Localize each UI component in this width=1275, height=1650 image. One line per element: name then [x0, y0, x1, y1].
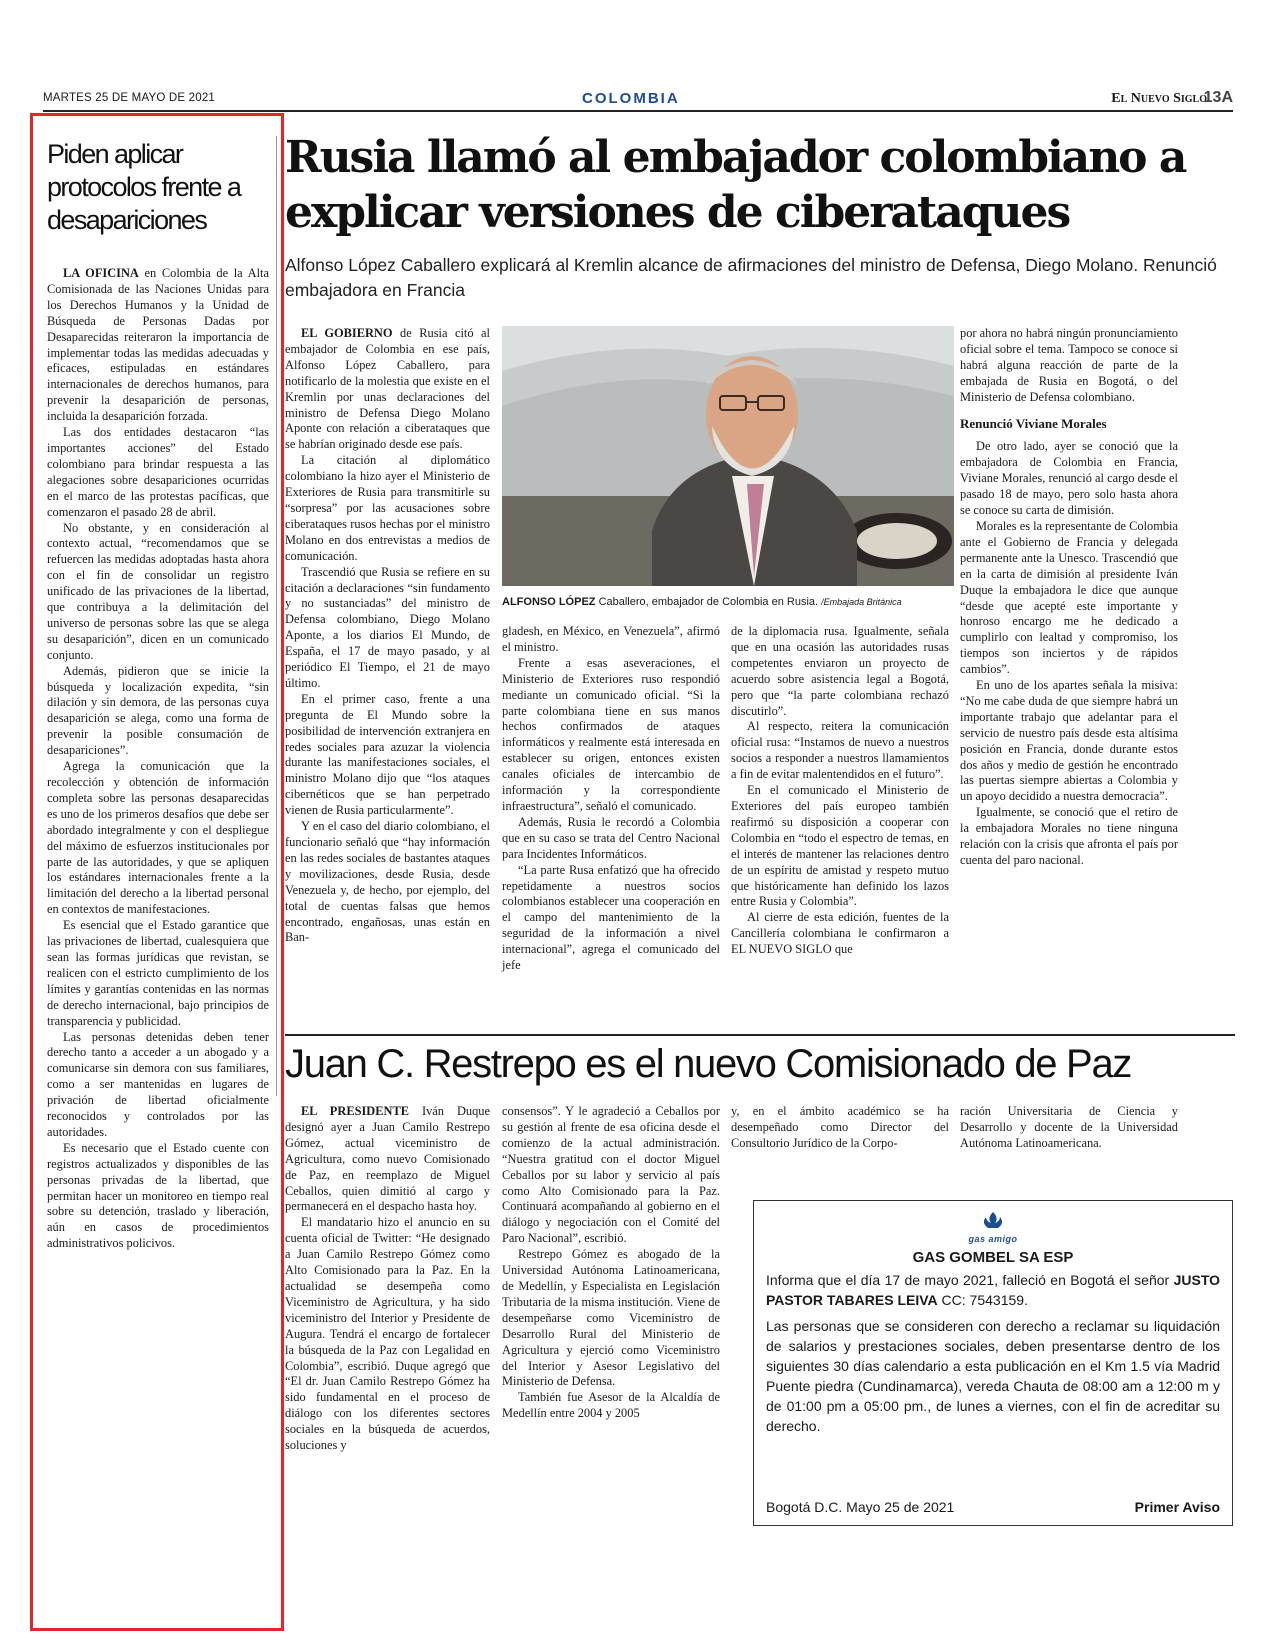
article-paragraph: De otro lado, ayer se conoció que la embajadora de Colombia en Francia, Viviane Morales, renunció al cargo desde el pasado 18 de mayo, pero solo hasta ahora se conoce su carta de dimisión. — [960, 439, 1178, 518]
page-number: 13A — [1203, 89, 1233, 106]
article-paragraph: Al respecto, reitera la comunicación oficial rusa: “Instamos de nuevo a nuestros socios a responder a nuestros llamamientos a fin de evitar malentendidos en el futuro”. — [731, 719, 949, 782]
gas-amigo-logo — [766, 1211, 1220, 1243]
article-paragraph: y, en el ámbito académico se ha desempeñado como Director del Consultorio Jurídico de la Corpo- — [731, 1104, 949, 1150]
article-paragraph: Frente a esas aseveraciones, el Ministerio de Exteriores ruso respondió mediante un comunicado oficial. “Si la parte colombiana tiene en sus manos hechos confirmados de ataques informáticos y realmente está interesada en establecer su origen, entonces existen canales oficiales de intercambio de información y la correspondiente infraestructura”, señaló el comunicado. — [502, 655, 720, 813]
deceased-id: CC: 7543159. — [941, 1292, 1028, 1308]
notice-text: Informa que el día 17 de mayo 2021, falleció en Bogotá el señor — [766, 1272, 1170, 1288]
sidebar-paragraph: Agrega la comunicación que la recolección y obtención de información completa sobre las personas desaparecidas es uno de los primeros desafíos que debe ser abordado integralmente y con el despliegue del máximo de esfuerzos institucionales por parte de las autoridades, y que se apliquen los estándares internacionales frente a la limitación del derecho a la libertad personal en contextos de manifestaciones. — [47, 759, 269, 917]
article-paragraph: de la diplomacia rusa. Igualmente, señala que en una ocasión las autoridades rusas competentes enviaron un proyecto de acuerdo sobre asistencia legal a Bogotá, pero que “la parte colombiana rechazó discutirlo”. — [731, 624, 949, 718]
flame-icon — [978, 1211, 1008, 1229]
notice-label: Primer Aviso — [1134, 1499, 1220, 1515]
sidebar-headline: Piden aplicar protocolos frente a desapariciones — [47, 139, 241, 235]
sidebar-paragraph: Es necesario que el Estado cuente con registros actualizados y disponibles de las personas privadas de la libertad, que permitan hacer un monitoreo en tiempo real sobre su detención, traslado y liberación, aún en casos de procedimientos administrativos policivos. — [47, 1140, 269, 1251]
caption-name: ALFONSO LÓPEZ — [502, 596, 596, 608]
column-divider — [276, 136, 277, 1096]
article-paragraph: En el primer caso, frente a una pregunta de El Mundo sobre la posibilidad de intervención extranjera en redes sociales para azuzar la violencia durante las manifestaciones sociales, el ministro Molano dijo que “los ataques cibernéticos que se han perpetrado vienen de Rusia particularmente”. — [285, 691, 490, 818]
sidebar-paragraph: en Colombia de la Alta Comisionada de las Naciones Unidas para los Derechos Humanos y la Unidad de Búsqueda de Personas Dadas por Desaparecidas reiteraron la importancia de implementar todas las medidas adecuadas y eficaces, estipuladas en estándares internacionales de derechos humanos, para prevenir la desaparición de personas, incluida la desaparición forzada. — [47, 266, 269, 424]
main-article-column-4 — [960, 326, 1178, 869]
section-name: COLOMBIA — [582, 90, 680, 107]
newspaper-name: El Nuevo Siglo — [1111, 91, 1207, 106]
article-paragraph: Restrepo Gómez es abogado de la Universidad Autónoma Latinoamericana, de Medellín, y Especialista en Legislación Tributaria de la misma institución. Viene de desempeñarse como Viceministro de Desarrollo Rural del Ministerio de Agricultura y ejerció como Viceministro del Interior y Asesor Legislativo del Ministerio de Defensa. — [502, 1247, 720, 1389]
article-paragraph: Al cierre de esta edición, fuentes de la Cancillería colombiana le confirmaron a EL NUEVO SIGLO que — [731, 910, 949, 957]
notice-paragraph-2: Las personas que se consideren con derecho a reclamar su liquidación de salarios y prestaciones sociales, deben presentarse dentro de los siguientes 30 días calendario a esta publicación en el Km 1.5 vía Madrid Puente piedra (Cundinamarca), vereda Chauta de 08:00 am a 12:00 m y de 01:00 pm a 05:00 pm., de lunes a viernes, con el fin de acreditar su derecho. — [766, 1318, 1220, 1434]
second-article-column-2 — [502, 1104, 720, 1422]
article-paragraph: gladesh, en México, en Venezuela”, afirmó el ministro. — [502, 624, 720, 654]
article-paragraph: En uno de los apartes señala la misiva: “No me cabe duda de que siempre habrá un importante trabajo que adelantar para el servicio de nuestro país desde esta altísima posición en Francia, donde durante estos dos años y medio de gestión he encontrado las puertas siempre abiertas a Colombia y un apoyo decidido a nuestra democracia”. — [960, 678, 1178, 804]
article-paragraph: Iván Duque designó ayer a Juan Camilo Restrepo Gómez, actual viceministro de Agricultura, como nuevo Comisionado de Paz, en reemplazo de Miguel Ceballos, quien dimitió al cargo y permanecerá en el despacho hasta hoy. — [285, 1104, 490, 1214]
article-separator — [285, 1034, 1235, 1036]
sidebar-article-body — [47, 266, 269, 1252]
article-paragraph: de Rusia citó al embajador de Colombia en ese país, Alfonso López Caballero, para notificarlo de la molestia que existe en el Kremlin por unas declaraciones del ministro de Defensa Diego Molano Aponte con relación a ciberataques que se habrían originado desde ese país. — [285, 326, 490, 452]
sidebar-paragraph: Las personas detenidas deben tener derecho tanto a acceder a un abogado y a comunicarse sin demora con sus familiares, como a ser mantenidas en lugares de privación de libertad oficialmente reconocidos y controlados por las autoridades. — [47, 1029, 269, 1139]
logo-text: gas amigo — [968, 1234, 1018, 1244]
article-paragraph: También fue Asesor de la Alcaldía de Medellín entre 2004 y 2005 — [502, 1390, 720, 1421]
notice-date: Bogotá D.C. Mayo 25 de 2021 — [766, 1499, 955, 1515]
caption-text: Caballero, embajador de Colombia en Rusia. — [598, 596, 819, 608]
second-article-column-3 — [731, 1104, 949, 1152]
main-headline: Rusia llamó al embajador colombiano a explicar versiones de ciberataques — [285, 132, 1186, 238]
main-article-column-3 — [731, 624, 949, 958]
sidebar-paragraph: No obstante, y en consideración al contexto actual, “recomendamos que se refuercen las medidas adoptadas hasta ahora con el fin de consolidar un registro unificado de las privaciones de la libertad, que contribuya a la delimitación del universo de personas sobre las que se alega su desaparición”, dicen en un comunicado conjunto. — [47, 520, 269, 662]
article-paragraph: “La parte Rusa enfatizó que ha ofrecido repetidamente a nuestros socios colombianos establecer una cooperación en el campo del mantenimiento de la seguridad de la información a nivel internacional”, agrega el comunicado del jefe — [502, 862, 720, 973]
ambassador-photo — [502, 326, 954, 586]
ambassador-photo-illustration — [502, 326, 954, 586]
main-lead: EL GOBIERNO — [301, 326, 393, 340]
article-paragraph: Igualmente, se conoció que el retiro de la embajadora Morales no tiene ninguna relación con la crisis que afronta el país por cuenta del paro nacional. — [960, 805, 1178, 867]
article-paragraph: En el comunicado el Ministerio de Exteriores del país europeo también reafirmó su disposición a cooperar con Colombia en “todo el espectro de temas, en el interés de mantener las relaciones dentro de un espíritu de amistad y respeto mutuo que históricamente han definido los lazos entre Rusia y Colombia”. — [731, 783, 949, 909]
article-paragraph: ración Universitaria de Ciencia y Desarrollo y docente de la Universidad Autónoma Latinoamericana. — [960, 1104, 1178, 1150]
photo-credit: /Embajada Británica — [821, 597, 902, 607]
main-article-column-1 — [285, 326, 490, 946]
second-article-column-1 — [285, 1104, 490, 1454]
article-paragraph: El mandatario hizo el anuncio en su cuenta oficial de Twitter: “He designado a Juan Camilo Restrepo Gómez como Alto Comisionado para la Paz. En la actualidad se desempeña como Viceministro de Agricultura, y ha sido viceministro del Interior y Presidente de Augura. Tendrá el encargo de fortalecer la búsqueda de la Paz con Legalidad en Colombia”, escribió. Duque agregó que “El dr. Juan Camilo Restrepo Gómez ha sido fundamental en el proceso de diálogo con los diferentes sectores sociales en la búsqueda de acuerdos, soluciones y — [285, 1215, 490, 1453]
main-article-column-2 — [502, 624, 720, 974]
article-paragraph: Morales es la representante de Colombia ante el Gobierno de Francia y delegada permanente ante la Unesco. Trascendió que en la carta de dimisión al presidente Iván Duque la embajadora le dice que aunque “desde que acepté este importante y honroso encargo me he dedicado a cumplirlo con lealtad y compromiso, los tiempos son inciertos y de rápidos cambios”. — [960, 518, 1178, 677]
article-paragraph: Además, Rusia le recordó a Colombia que en su caso se trata del Centro Nacional para Incidentes Informáticos. — [502, 814, 720, 861]
notice-footer — [766, 1499, 1220, 1515]
article-paragraph: Y en el caso del diario colombiano, el funcionario señaló que “hay información en las redes sociales de bastantes ataques y movilizaciones, desde Rusia, desde Venezuela y, de hecho, por ejemplo, del total de cuentas falsas que hemos encontrado, engañosas, unas están en Ban- — [285, 819, 490, 945]
article-paragraph: consensos”. Y le agradeció a Ceballos por su gestión al frente de esa oficina desde el comienzo de la actual administración. “Nuestra gratitud con el doctor Miguel Ceballos por su labor y servicio al país como Alto Comisionado para la Paz. Continuará acompañando al gobierno en el diálogo y negociación con el Comité del Paro Nacional”, escribió. — [502, 1104, 720, 1246]
deceased-name: JUSTO PASTOR TABARES LEIVA — [766, 1272, 1221, 1308]
sidebar-paragraph: Es esencial que el Estado garantice que las privaciones de libertad, cualesquiera que sean las formas jurídicas que revistan, se realicen con el estricto cumplimiento de los límites y garantías contenidas en las normas de derecho internacional, bajo principios de transparencia y publicidad. — [47, 918, 269, 1028]
photo-caption — [502, 595, 954, 609]
sidebar-paragraph: Además, pidieron que se inicie la búsqueda y localización expedita, “sin dilación y sin demora, de las personas cuya desaparición se alega, como una forma de prevenir la posible consumación de desapariciones”. — [47, 663, 269, 758]
main-deck: Alfonso López Caballero explicará al Kremlin alcance de afirmaciones del ministro de Defensa, Diego Molano. Renunció embajadora en Francia — [285, 255, 1217, 300]
second-article-column-4 — [960, 1104, 1178, 1152]
obituary-notice — [753, 1200, 1233, 1526]
issue-date: MARTES 25 DE MAYO DE 2021 — [43, 92, 216, 104]
article-subhead: Renunció Viviane Morales — [960, 415, 1107, 431]
notice-paragraph-1 — [766, 1270, 1220, 1310]
page-folio — [43, 90, 1233, 112]
second-lead: EL PRESIDENTE — [301, 1104, 409, 1118]
notice-company: GAS GOMBEL SA ESP — [912, 1249, 1074, 1266]
article-paragraph: Trascendió que Rusia se refiere en su citación a declaraciones “sin fundamento y no sustanciadas” del ministro de Defensa colombiano, Diego Molano Aponte, a los diarios El Mundo, de España, el 17 de mayo pasado, y al periódico El Tiempo, el 21 de mayo último. — [285, 564, 490, 690]
sidebar-lead: LA OFICINA — [63, 266, 139, 280]
article-paragraph: por ahora no habrá ningún pronunciamiento oficial sobre el tema. Tampoco se conoce si habrá alguna reacción de parte de la embajada de Rusia en Bogotá, o del Ministerio de Defensa colombiano. — [960, 326, 1178, 404]
sidebar-paragraph: Las dos entidades destacaron “las importantes acciones” del Estado colombiano para brindar respuesta a las alegaciones sobre desapariciones ocurridas en el marco de las protestas pacíficas, que comenzaron el pasado 28 de abril. — [47, 425, 269, 519]
article-paragraph: La citación al diplomático colombiano la hizo ayer el Ministerio de Exteriores de Rusia para transmitirle su “sorpresa” por las acusaciones sobre ciberataques rusos hechas por el ministro Molano en dos entrevistas a medios de comunicación. — [285, 453, 490, 563]
second-headline: Juan C. Restrepo es el nuevo Comisionado de Paz — [285, 1042, 1132, 1086]
